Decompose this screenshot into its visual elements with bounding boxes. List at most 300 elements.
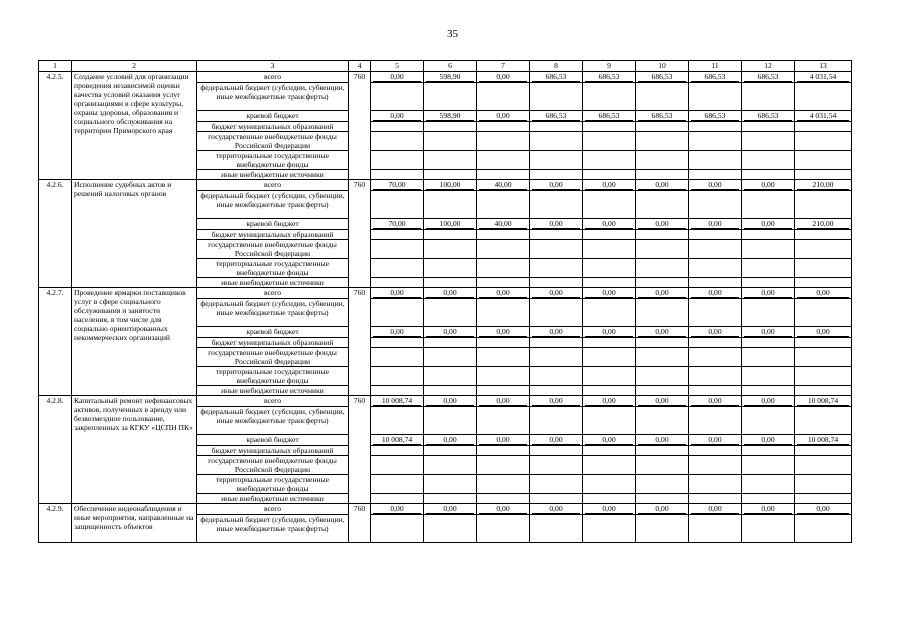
value-cell xyxy=(689,435,742,446)
value-cell xyxy=(795,151,852,170)
amount-value: 686,53 xyxy=(691,112,739,121)
amount-value: 10 008,74 xyxy=(797,436,849,445)
value-cell xyxy=(636,240,689,259)
value-cell xyxy=(530,72,583,83)
amount-value: 0,00 xyxy=(373,505,421,514)
value-cell xyxy=(742,191,795,219)
funding-source: всего xyxy=(197,396,349,407)
value-cell xyxy=(689,132,742,151)
value-cell xyxy=(424,504,477,515)
table-row xyxy=(39,180,852,191)
column-header: 13 xyxy=(795,61,852,72)
funding-source: всего xyxy=(197,72,349,83)
funding-source: федеральный бюджет (субсидии, субвенции, иные межбюджетные трансферты) xyxy=(197,407,349,435)
funding-source: федеральный бюджет (субсидии, субвенции, иные межбюджетные трансферты) xyxy=(197,515,349,543)
amount-value: 598,90 xyxy=(426,73,474,82)
value-cell xyxy=(424,240,477,259)
value-cell xyxy=(424,407,477,435)
amount-value: 0,00 xyxy=(585,220,633,229)
value-cell xyxy=(583,396,636,407)
value-cell xyxy=(477,386,530,396)
value-cell xyxy=(742,396,795,407)
amount-value: 0,00 xyxy=(585,505,633,514)
funding-source: территориальные государственные внебюджетные фонды xyxy=(197,475,349,494)
value-cell xyxy=(477,515,530,543)
value-cell xyxy=(636,170,689,180)
column-header: 5 xyxy=(371,61,424,72)
value-cell xyxy=(583,407,636,435)
amount-value: 0,00 xyxy=(797,289,849,298)
value-cell xyxy=(583,348,636,367)
value-cell xyxy=(477,191,530,219)
amount-value: 0,00 xyxy=(585,181,633,190)
column-header: 8 xyxy=(530,61,583,72)
value-cell xyxy=(530,122,583,132)
amount-value: 0,00 xyxy=(373,112,421,121)
value-cell xyxy=(689,83,742,111)
amount-value: 686,53 xyxy=(532,112,580,121)
value-cell xyxy=(689,219,742,230)
amount-value: 40,00 xyxy=(479,220,527,229)
value-cell xyxy=(583,230,636,240)
amount-value: 0,00 xyxy=(585,397,633,406)
value-cell xyxy=(424,151,477,170)
value-cell xyxy=(689,367,742,386)
value-cell xyxy=(742,240,795,259)
value-cell xyxy=(371,348,424,367)
value-cell xyxy=(371,83,424,111)
value-cell xyxy=(424,299,477,327)
value-cell xyxy=(795,446,852,456)
value-cell xyxy=(636,435,689,446)
value-cell xyxy=(583,170,636,180)
value-cell xyxy=(583,456,636,475)
value-cell xyxy=(636,180,689,191)
amount-value: 100,00 xyxy=(426,181,474,190)
value-cell xyxy=(636,446,689,456)
amount-value: 686,53 xyxy=(532,73,580,82)
amount-value: 686,53 xyxy=(744,112,792,121)
amount-value: 10 008,74 xyxy=(373,436,421,445)
value-cell xyxy=(371,435,424,446)
value-cell xyxy=(795,435,852,446)
value-cell xyxy=(742,456,795,475)
value-cell xyxy=(530,446,583,456)
value-cell xyxy=(583,386,636,396)
value-cell xyxy=(583,446,636,456)
amount-value: 0,00 xyxy=(479,289,527,298)
value-cell xyxy=(477,407,530,435)
value-cell xyxy=(530,180,583,191)
value-cell xyxy=(742,327,795,338)
value-cell xyxy=(424,83,477,111)
value-cell xyxy=(795,475,852,494)
funding-source: территориальные государственные внебюджетные фонды xyxy=(197,367,349,386)
amount-value: 0,00 xyxy=(638,505,686,514)
value-cell xyxy=(530,219,583,230)
value-cell xyxy=(636,288,689,299)
funding-source: бюджет муниципальных образований xyxy=(197,338,349,348)
value-cell xyxy=(424,288,477,299)
value-cell xyxy=(477,132,530,151)
value-cell xyxy=(530,191,583,219)
funding-source: бюджет муниципальных образований xyxy=(197,230,349,240)
value-cell xyxy=(583,83,636,111)
amount-value: 0,00 xyxy=(479,505,527,514)
value-cell xyxy=(689,240,742,259)
value-cell xyxy=(424,494,477,504)
value-cell xyxy=(371,367,424,386)
value-cell xyxy=(636,475,689,494)
value-cell xyxy=(530,111,583,122)
value-cell xyxy=(795,111,852,122)
amount-value: 0,00 xyxy=(373,73,421,82)
value-cell xyxy=(371,327,424,338)
amount-value: 210,00 xyxy=(797,181,849,190)
value-cell xyxy=(689,278,742,288)
value-cell xyxy=(795,191,852,219)
amount-value: 686,53 xyxy=(691,73,739,82)
value-cell xyxy=(424,327,477,338)
funding-source: краевой бюджет xyxy=(197,219,349,230)
value-cell xyxy=(742,494,795,504)
value-cell xyxy=(477,111,530,122)
value-cell xyxy=(530,504,583,515)
value-cell xyxy=(583,151,636,170)
value-cell xyxy=(477,278,530,288)
value-cell xyxy=(424,191,477,219)
value-cell xyxy=(583,259,636,278)
value-cell xyxy=(583,367,636,386)
value-cell xyxy=(530,348,583,367)
value-cell xyxy=(530,456,583,475)
value-cell xyxy=(742,151,795,170)
value-cell xyxy=(371,456,424,475)
value-cell xyxy=(583,515,636,543)
value-cell xyxy=(795,288,852,299)
column-header: 1 xyxy=(39,61,72,72)
value-cell xyxy=(371,278,424,288)
amount-value: 0,00 xyxy=(585,289,633,298)
value-cell xyxy=(371,111,424,122)
column-header: 2 xyxy=(72,61,197,72)
column-header: 4 xyxy=(349,61,371,72)
funding-source: государственные внебюджетные фонды Российской Федерации xyxy=(197,240,349,259)
amount-value: 10 008,74 xyxy=(797,397,849,406)
value-cell xyxy=(795,456,852,475)
value-cell xyxy=(530,475,583,494)
funding-source: краевой бюджет xyxy=(197,111,349,122)
value-cell xyxy=(742,367,795,386)
funding-source: территориальные государственные внебюджетные фонды xyxy=(197,151,349,170)
amount-value: 686,53 xyxy=(585,73,633,82)
value-cell xyxy=(424,72,477,83)
amount-value: 4 031,54 xyxy=(797,112,849,121)
value-cell xyxy=(795,367,852,386)
value-cell xyxy=(583,288,636,299)
value-cell xyxy=(424,348,477,367)
value-cell xyxy=(371,259,424,278)
value-cell xyxy=(795,348,852,367)
amount-value: 0,00 xyxy=(479,328,527,337)
budget-code: 760 xyxy=(349,504,371,543)
value-cell xyxy=(583,299,636,327)
amount-value: 0,00 xyxy=(744,289,792,298)
value-cell xyxy=(530,327,583,338)
funding-source: территориальные государственные внебюджетные фонды xyxy=(197,259,349,278)
table-row xyxy=(39,288,852,299)
amount-value: 210,00 xyxy=(797,220,849,229)
amount-value: 0,00 xyxy=(373,328,421,337)
value-cell xyxy=(371,396,424,407)
budget-code: 760 xyxy=(349,396,371,504)
value-cell xyxy=(477,151,530,170)
value-cell xyxy=(371,288,424,299)
value-cell xyxy=(371,191,424,219)
value-cell xyxy=(689,191,742,219)
value-cell xyxy=(689,475,742,494)
value-cell xyxy=(530,288,583,299)
amount-value: 0,00 xyxy=(691,289,739,298)
value-cell xyxy=(371,446,424,456)
value-cell xyxy=(371,386,424,396)
amount-value: 0,00 xyxy=(426,397,474,406)
value-cell xyxy=(530,299,583,327)
value-cell xyxy=(636,111,689,122)
amount-value: 0,00 xyxy=(744,328,792,337)
budget-code: 760 xyxy=(349,180,371,288)
value-cell xyxy=(477,348,530,367)
funding-source: бюджет муниципальных образований xyxy=(197,122,349,132)
value-cell xyxy=(795,240,852,259)
value-cell xyxy=(742,219,795,230)
value-cell xyxy=(371,170,424,180)
value-cell xyxy=(477,180,530,191)
amount-value: 686,53 xyxy=(638,73,686,82)
amount-value: 0,00 xyxy=(426,289,474,298)
value-cell xyxy=(742,170,795,180)
value-cell xyxy=(477,299,530,327)
value-cell xyxy=(530,151,583,170)
item-number: 4.2.9. xyxy=(39,504,72,543)
column-header: 3 xyxy=(197,61,349,72)
funding-source: краевой бюджет xyxy=(197,435,349,446)
table-row xyxy=(39,72,852,83)
amount-value: 0,00 xyxy=(744,397,792,406)
column-header: 7 xyxy=(477,61,530,72)
amount-value: 686,53 xyxy=(744,73,792,82)
funding-source: иные внебюджетные источники xyxy=(197,170,349,180)
value-cell xyxy=(742,230,795,240)
value-cell xyxy=(530,230,583,240)
value-cell xyxy=(477,219,530,230)
item-description: Исполнение судебных актов и решений налоговых органов xyxy=(72,180,197,288)
value-cell xyxy=(636,515,689,543)
value-cell xyxy=(689,170,742,180)
value-cell xyxy=(530,386,583,396)
value-cell xyxy=(689,122,742,132)
value-cell xyxy=(477,367,530,386)
value-cell xyxy=(371,219,424,230)
amount-value: 0,00 xyxy=(638,436,686,445)
item-description: Обеспечение видеонаблюдения и иные мероприятия, направленные на защищенность объектов xyxy=(72,504,197,543)
value-cell xyxy=(636,327,689,338)
value-cell xyxy=(583,327,636,338)
value-cell xyxy=(742,386,795,396)
amount-value: 0,00 xyxy=(373,289,421,298)
value-cell xyxy=(424,122,477,132)
value-cell xyxy=(371,475,424,494)
item-number: 4.2.8. xyxy=(39,396,72,504)
value-cell xyxy=(689,348,742,367)
value-cell xyxy=(689,338,742,348)
value-cell xyxy=(583,475,636,494)
value-cell xyxy=(795,180,852,191)
value-cell xyxy=(689,288,742,299)
value-cell xyxy=(371,504,424,515)
amount-value: 0,00 xyxy=(532,436,580,445)
amount-value: 0,00 xyxy=(638,289,686,298)
value-cell xyxy=(742,259,795,278)
amount-value: 0,00 xyxy=(744,181,792,190)
value-cell xyxy=(371,494,424,504)
column-header: 9 xyxy=(583,61,636,72)
value-cell xyxy=(795,299,852,327)
value-cell xyxy=(742,515,795,543)
value-cell xyxy=(636,278,689,288)
amount-value: 598,90 xyxy=(426,112,474,121)
amount-value: 0,00 xyxy=(479,436,527,445)
value-cell xyxy=(689,446,742,456)
amount-value: 0,00 xyxy=(638,220,686,229)
value-cell xyxy=(424,278,477,288)
value-cell xyxy=(689,407,742,435)
funding-source: всего xyxy=(197,180,349,191)
value-cell xyxy=(477,122,530,132)
value-cell xyxy=(636,299,689,327)
item-description: Капитальный ремонт нефинансовых активов, полученных в аренду или безвозмездное пользование, закрепленных за КГКУ «ЦСПН ПК» xyxy=(72,396,197,504)
item-number: 4.2.6. xyxy=(39,180,72,288)
value-cell xyxy=(636,122,689,132)
funding-source: всего xyxy=(197,504,349,515)
value-cell xyxy=(583,122,636,132)
value-cell xyxy=(477,170,530,180)
amount-value: 70,00 xyxy=(373,181,421,190)
amount-value: 0,00 xyxy=(532,397,580,406)
value-cell xyxy=(477,456,530,475)
funding-source: бюджет муниципальных образований xyxy=(197,446,349,456)
amount-value: 0,00 xyxy=(691,397,739,406)
value-cell xyxy=(795,219,852,230)
value-cell xyxy=(530,407,583,435)
column-header: 10 xyxy=(636,61,689,72)
value-cell xyxy=(530,396,583,407)
value-cell xyxy=(689,111,742,122)
amount-value: 0,00 xyxy=(426,505,474,514)
value-cell xyxy=(424,435,477,446)
value-cell xyxy=(371,338,424,348)
value-cell xyxy=(742,435,795,446)
header-row xyxy=(39,61,852,72)
value-cell xyxy=(477,504,530,515)
amount-value: 686,53 xyxy=(585,112,633,121)
amount-value: 0,00 xyxy=(426,436,474,445)
value-cell xyxy=(795,386,852,396)
value-cell xyxy=(371,299,424,327)
table-row xyxy=(39,504,852,515)
value-cell xyxy=(371,180,424,191)
value-cell xyxy=(636,151,689,170)
amount-value: 0,00 xyxy=(638,397,686,406)
amount-value: 0,00 xyxy=(532,289,580,298)
value-cell xyxy=(636,83,689,111)
funding-source: государственные внебюджетные фонды Российской Федерации xyxy=(197,132,349,151)
value-cell xyxy=(742,72,795,83)
value-cell xyxy=(530,132,583,151)
value-cell xyxy=(795,407,852,435)
value-cell xyxy=(371,72,424,83)
value-cell xyxy=(689,259,742,278)
amount-value: 686,53 xyxy=(638,112,686,121)
value-cell xyxy=(742,111,795,122)
value-cell xyxy=(371,407,424,435)
value-cell xyxy=(795,259,852,278)
value-cell xyxy=(795,396,852,407)
budget-table xyxy=(38,60,852,543)
value-cell xyxy=(424,475,477,494)
value-cell xyxy=(636,386,689,396)
funding-source: государственные внебюджетные фонды Российской Федерации xyxy=(197,348,349,367)
column-header: 6 xyxy=(424,61,477,72)
value-cell xyxy=(530,240,583,259)
value-cell xyxy=(371,122,424,132)
value-cell xyxy=(530,259,583,278)
value-cell xyxy=(636,191,689,219)
value-cell xyxy=(583,111,636,122)
value-cell xyxy=(477,446,530,456)
value-cell xyxy=(477,494,530,504)
amount-value: 100,00 xyxy=(426,220,474,229)
funding-source: всего xyxy=(197,288,349,299)
funding-source: федеральный бюджет (субсидии, субвенции, иные межбюджетные трансферты) xyxy=(197,299,349,327)
amount-value: 40,00 xyxy=(479,181,527,190)
value-cell xyxy=(636,132,689,151)
value-cell xyxy=(795,327,852,338)
value-cell xyxy=(371,515,424,543)
amount-value: 0,00 xyxy=(744,220,792,229)
value-cell xyxy=(742,132,795,151)
value-cell xyxy=(742,299,795,327)
value-cell xyxy=(583,494,636,504)
value-cell xyxy=(689,456,742,475)
value-cell xyxy=(636,259,689,278)
value-cell xyxy=(689,494,742,504)
value-cell xyxy=(795,122,852,132)
value-cell xyxy=(477,327,530,338)
funding-source: иные внебюджетные источники xyxy=(197,278,349,288)
value-cell xyxy=(424,515,477,543)
value-cell xyxy=(636,456,689,475)
funding-source: государственные внебюджетные фонды Российской Федерации xyxy=(197,456,349,475)
funding-source: федеральный бюджет (субсидии, субвенции, иные межбюджетные трансферты) xyxy=(197,191,349,219)
value-cell xyxy=(424,259,477,278)
value-cell xyxy=(742,504,795,515)
amount-value: 0,00 xyxy=(479,397,527,406)
amount-value: 0,00 xyxy=(532,220,580,229)
value-cell xyxy=(530,338,583,348)
value-cell xyxy=(742,83,795,111)
item-number: 4.2.5. xyxy=(39,72,72,180)
